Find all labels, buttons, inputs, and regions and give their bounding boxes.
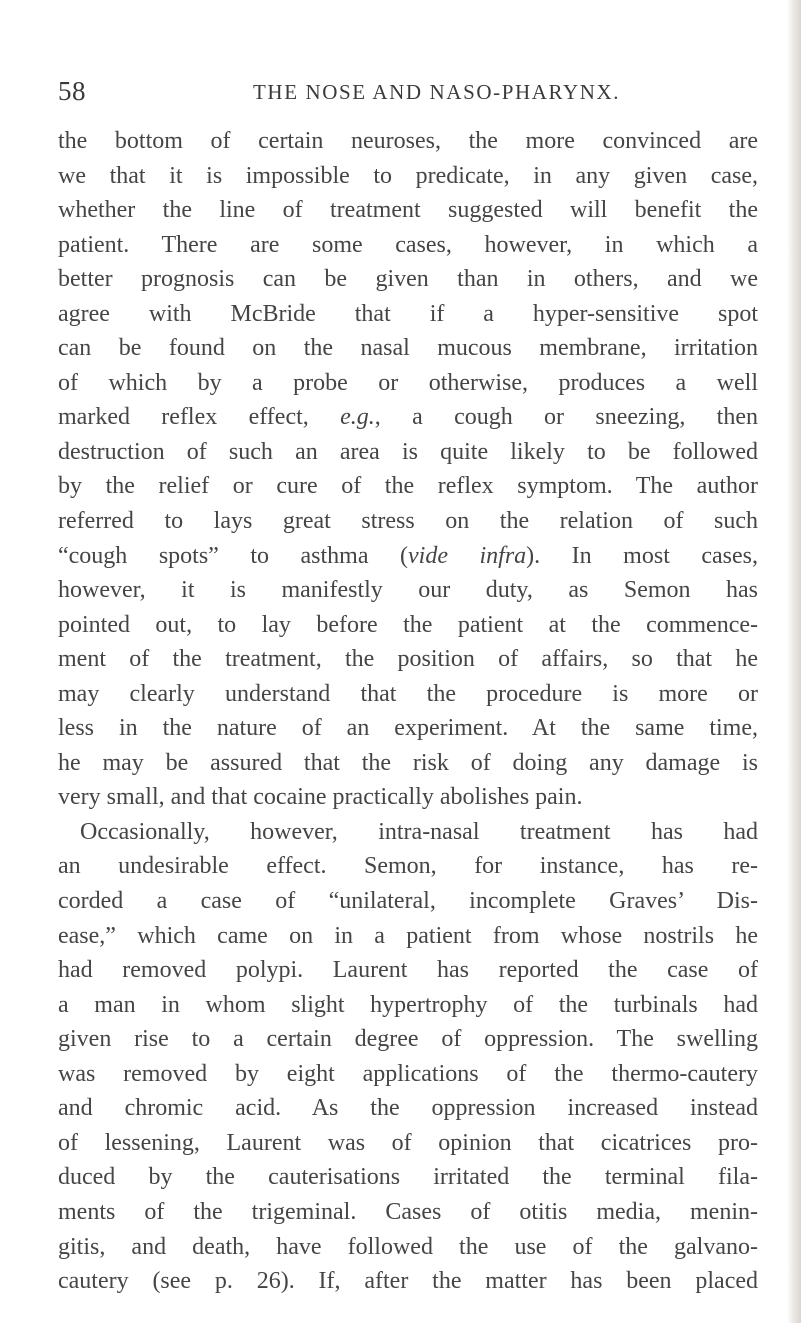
text-line: marked reflex effect, e.g., a cough or sneezing, then xyxy=(58,404,758,431)
page-header xyxy=(58,76,758,112)
text-line: had removed polypi. Laurent has reported the case of xyxy=(58,957,758,984)
text-line: ment of the treatment, the position of affairs, so that he xyxy=(58,646,758,673)
text-line: can be found on the nasal mucous membrane, irritation xyxy=(58,335,758,362)
text-line: we that it is impossible to predicate, in any given case, xyxy=(58,162,758,189)
page-number: 58 xyxy=(58,76,86,106)
text-line: referred to lays great stress on the relation of such xyxy=(58,508,758,535)
text-line: of which by a probe or otherwise, produces a well xyxy=(58,369,758,396)
text-line: corded a case of “unilateral, incomplete Graves’ Dis- xyxy=(58,888,758,915)
text-line: of lessening, Laurent was of opinion that cicatrices pro- xyxy=(58,1129,758,1156)
text-line: given rise to a certain degree of oppression. The swelling xyxy=(58,1026,758,1053)
text-line: Occasionally, however, intra-nasal treatment has had xyxy=(80,818,758,845)
text-line: however, it is manifestly our duty, as Semon has xyxy=(58,577,758,604)
text-line: gitis, and death, have followed the use of the galvano- xyxy=(58,1233,758,1260)
text-line: patient. There are some cases, however, in which a xyxy=(58,231,758,258)
text-line: he may be assured that the risk of doing any damage is xyxy=(58,749,758,776)
text-line: “cough spots” to asthma (vide infra). In most cases, xyxy=(58,542,759,569)
italic-phrase: e.g. xyxy=(340,404,375,431)
text-line: by the relief or cure of the reflex symptom. The author xyxy=(58,473,758,500)
italic-phrase: vide infra xyxy=(408,542,527,569)
page-edge-shadow xyxy=(787,0,801,1323)
text-line: agree with McBride that if a hyper-sensitive spot xyxy=(58,300,758,327)
text-line: an undesirable effect. Semon, for instance, has re- xyxy=(58,853,758,880)
text-line: whether the line of treatment suggested will benefit the xyxy=(58,197,758,224)
body-text xyxy=(58,124,758,1299)
text-line: a man in whom slight hypertrophy of the turbinals had xyxy=(58,991,758,1018)
text-line: may clearly understand that the procedure is more or xyxy=(58,680,758,707)
text-line: was removed by eight applications of the thermo-cautery xyxy=(58,1060,758,1087)
text-line: and chromic acid. As the oppression increased instead xyxy=(58,1095,758,1122)
text-line: very small, and that cocaine practically abolishes pain. xyxy=(58,784,583,811)
text-line: destruction of such an area is quite likely to be followed xyxy=(58,438,758,465)
text-line: ease,” which came on in a patient from whose nostrils he xyxy=(58,922,758,949)
text-line: ments of the trigeminal. Cases of otitis media, menin- xyxy=(58,1198,758,1225)
text-line: cautery (see p. 26). If, after the matter has been placed xyxy=(58,1268,758,1295)
running-head: THE NOSE AND NASO-PHARYNX. xyxy=(253,80,621,104)
text-line: pointed out, to lay before the patient at the commence- xyxy=(58,611,758,638)
text-line: duced by the cauterisations irritated the terminal fila- xyxy=(58,1164,758,1191)
text-line: the bottom of certain neuroses, the more convinced are xyxy=(58,128,758,154)
text-line: better prognosis can be given than in others, and we xyxy=(58,266,758,293)
text-line: less in the nature of an experiment. At the same time, xyxy=(58,715,758,742)
